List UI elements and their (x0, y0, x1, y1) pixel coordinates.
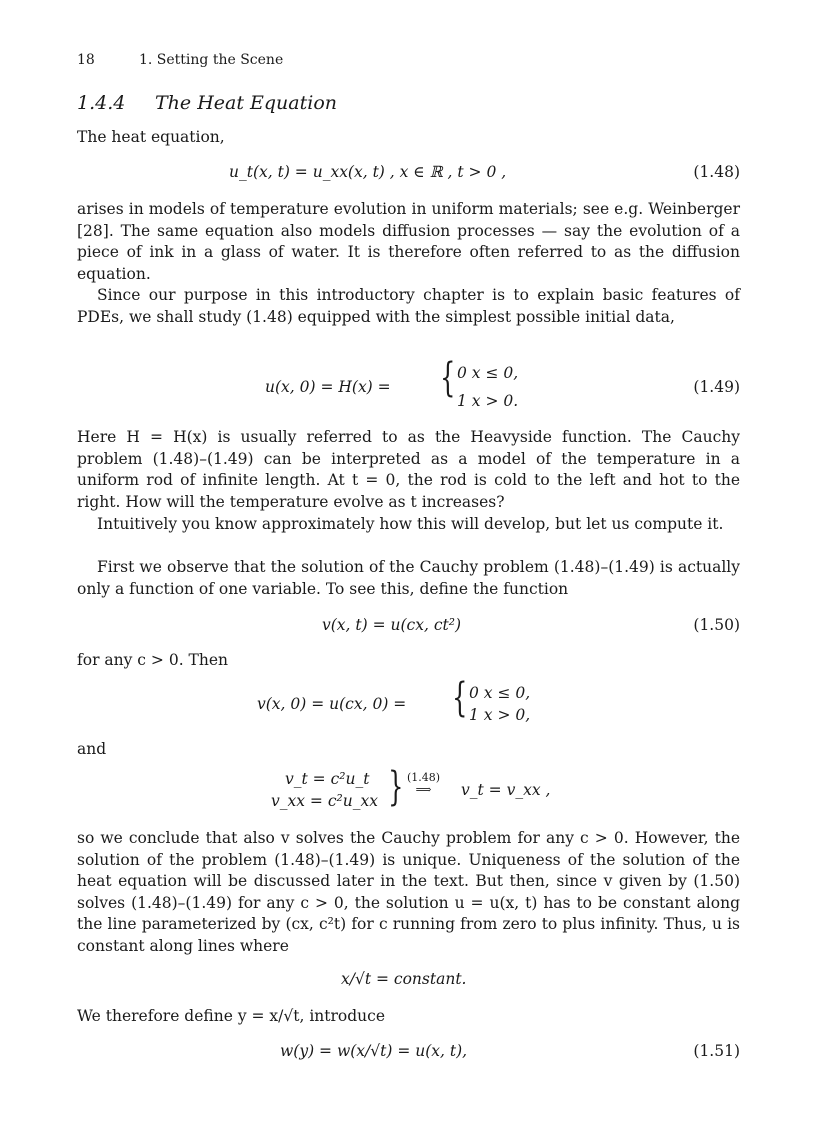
paragraph-for-any-c: for any c > 0. Then (77, 651, 229, 669)
paragraph-arises: arises in models of temperature evolution in uniform materials; see e.g. Weinberger [28]. The same equation also models diffusion processes — say the evolution of a piece of ink in a glass of water. It is therefore often referred to as the diffusion equation. (77, 200, 740, 283)
paragraph-heavyside: Here H = H(x) is usually referred to as the Heavyside function. The Cauchy problem (1.48)–(1.49) can be interpreted as a model of the temperature in a uniform rod of infinite length. At t = 0, the rod is cold to the left and hot to the right. How will the temperature evolve as t increases? (77, 428, 740, 511)
page-number: 18 (77, 52, 95, 68)
paragraph-conclude: so we conclude that also v solves the Cauchy problem for any c > 0. However, the solution of the problem (1.48)–(1.49) is unique. Uniqueness of the solution of the heat equation will be discussed later in the text. But then, since v given by (1.50) solves (1.48)–(1.49) for any c > 0, the solution u = u(x, t) has to be constant along the line parameterized by (cx, c²t) for c running from zero to plus infinity. Thus, u is constant along lines where (77, 829, 740, 955)
equation-number: (1.50) (693, 616, 740, 634)
equation-1-48 (77, 163, 740, 187)
paragraph-and: and (77, 740, 107, 758)
case-line-1: 0 x ≤ 0, (457, 364, 519, 382)
section-heading (77, 92, 337, 114)
paragraph-purpose: Since our purpose in this introductory chapter is to explain basic features of PDEs, we shall study (1.48) equipped with the simplest possible initial data, (77, 286, 740, 326)
equation-1-51 (77, 1042, 740, 1066)
case-line-2: 1 x > 0, (469, 706, 531, 724)
case-line-2: 1 x > 0. (457, 392, 519, 410)
equation-number: (1.49) (693, 378, 740, 396)
section-title: The Heat Equation (155, 92, 337, 114)
equation-body: w(y) = w(x/√t) = u(x, t), (280, 1042, 468, 1060)
equation-body: u_t(x, t) = u_xx(x, t) , x ∈ ℝ , t > 0 , (229, 163, 507, 181)
equation-lhs: u(x, 0) = H(x) = (265, 378, 391, 396)
equation-lhs: v(x, 0) = u(cx, 0) = (257, 695, 407, 713)
equation-body: x/√t = constant. (341, 970, 467, 988)
derivation-rhs: v_t = v_xx , (461, 781, 551, 799)
equation-body: v(x, t) = u(cx, ct²) (322, 616, 461, 634)
paragraph-intuitively: Intuitively you know approximately how this will develop, but let us compute it. (97, 515, 724, 533)
arrow-label: (1.48) (407, 771, 441, 784)
equation-v-initial (77, 675, 740, 730)
equation-1-50 (77, 616, 740, 640)
equation-number: (1.51) (693, 1042, 740, 1060)
equation-constant (77, 970, 740, 994)
derivation-line-2: v_xx = c²u_xx (271, 792, 378, 810)
equation-number: (1.48) (693, 163, 740, 181)
equation-1-49 (77, 355, 740, 416)
right-brace: } (388, 764, 404, 810)
paragraph-intro: The heat equation, (77, 128, 225, 146)
brace: { (452, 675, 468, 721)
chapter-title: 1. Setting the Scene (139, 52, 284, 68)
paragraph-first-observe: First we observe that the solution of the Cauchy problem (1.48)–(1.49) is actually only a function of one variable. To see this, define the function (77, 558, 740, 598)
implies-arrow: (1.48) ⟹ (407, 771, 441, 796)
derivation-line-1: v_t = c²u_t (285, 770, 370, 788)
case-line-1: 0 x ≤ 0, (469, 684, 531, 702)
running-header (77, 52, 283, 68)
section-number: 1.4.4 (77, 92, 126, 114)
equation-vt-derivation (77, 764, 740, 816)
brace: { (440, 355, 456, 401)
paragraph-define-y: We therefore define y = x/√t, introduce (77, 1007, 386, 1025)
